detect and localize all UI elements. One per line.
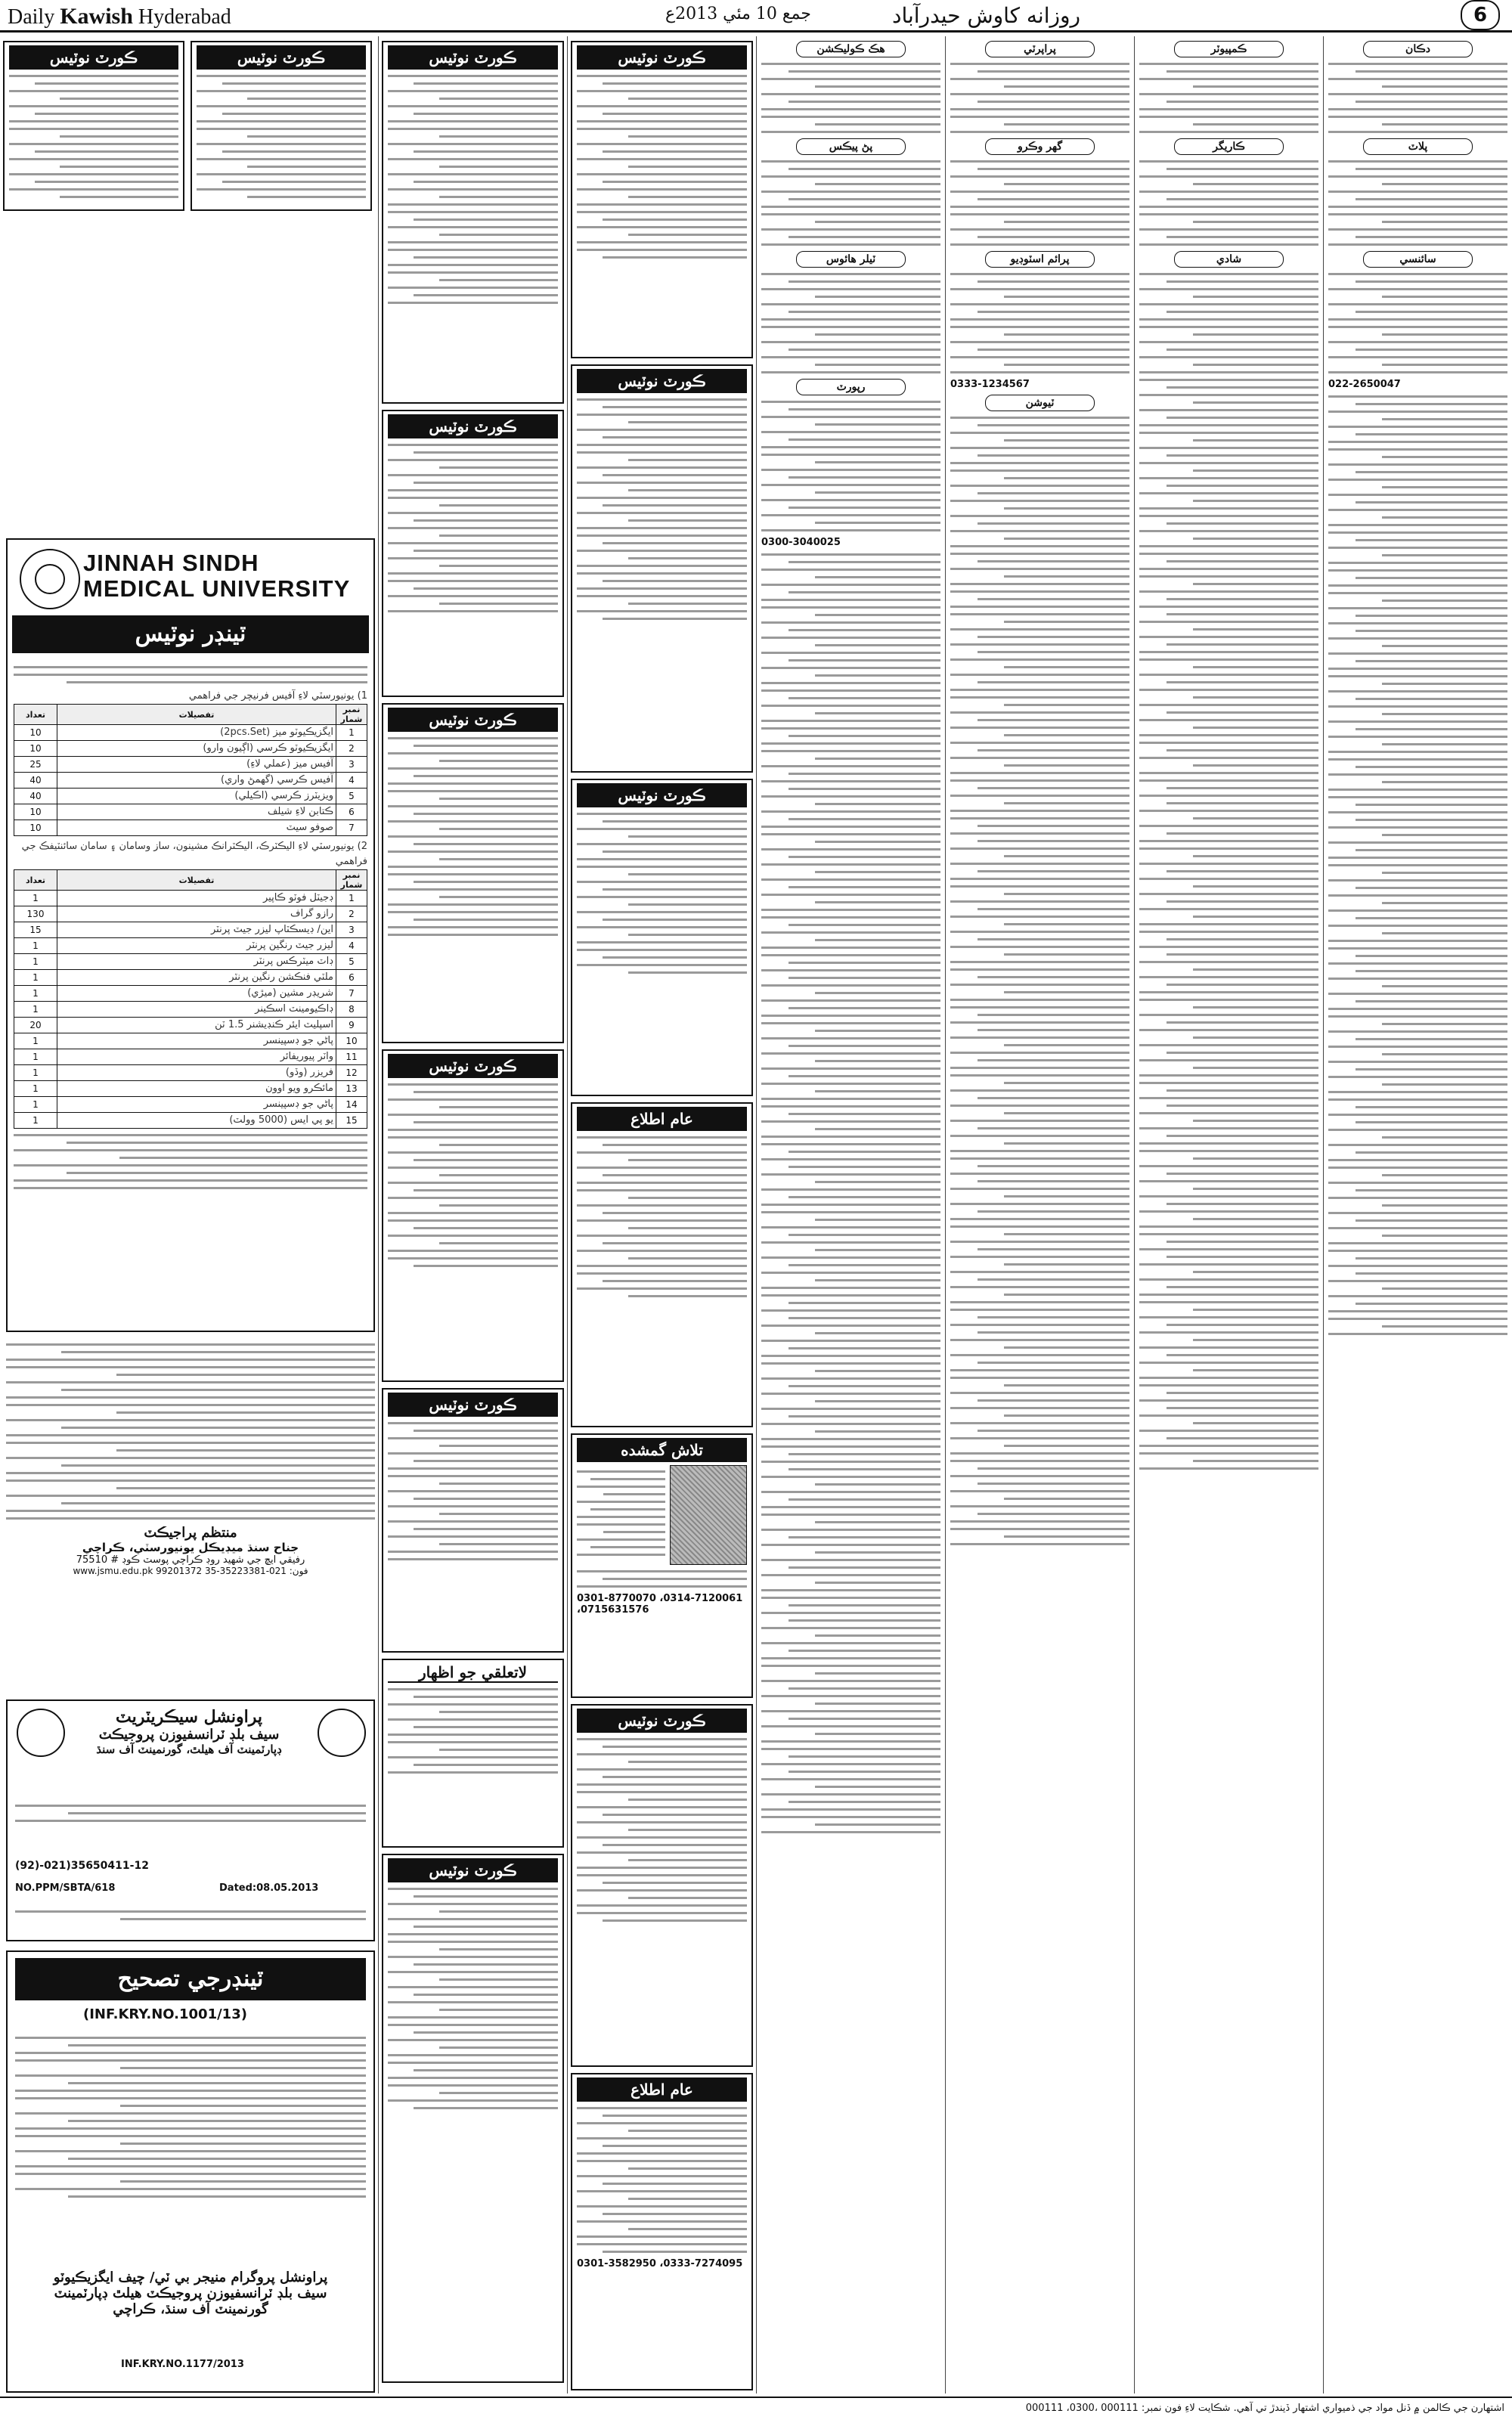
- table-row: 1 فريزر (وڏو) 12: [14, 1065, 367, 1081]
- category-heading: رپورٽ: [796, 379, 905, 395]
- masthead-date: جمع 10 مئي 2013ع: [665, 5, 811, 23]
- jsmu-footer-org: جناح سنڌ ميڊيڪل يونيورسٽي، ڪراچي: [82, 1541, 299, 1554]
- court-notice: ڪورٽ نوٽيس: [382, 1854, 564, 2383]
- disclaimer-notice: لاتعلقي جو اظهار: [382, 1659, 564, 1848]
- tender-corrigendum: [6, 1950, 375, 2393]
- table-row: 1 پاڻي جو ڊسپينسر 14: [14, 1097, 367, 1113]
- page-footer: [0, 2397, 1512, 2426]
- jsmu-tender-notice: [6, 538, 375, 1332]
- table-row: 25 آفيس ميز (عملي لاءِ) 3: [14, 757, 367, 773]
- contact-phones: 0301-3582950 ،0333-7274095: [577, 2258, 743, 2270]
- court-notice: [191, 41, 372, 211]
- table-row: 40 ويزيٽرز ڪرسي (اڪيلي) 5: [14, 789, 367, 804]
- furniture-table: [14, 704, 367, 836]
- category-heading: پراپرٽي: [985, 41, 1094, 57]
- table-row: 10 ايگزيڪيوٽو ميز (2pcs.Set) 1: [14, 725, 367, 741]
- jsmu-tender-conditions: [6, 1338, 375, 1693]
- category-heading: ڪمپيوٽر: [1174, 41, 1283, 57]
- category-heading: دڪان: [1363, 41, 1472, 57]
- masthead-english-title: Daily Kawish Hyderabad: [8, 4, 231, 29]
- table-row: 1 ڊاٽ ميٽرڪس پرنٽر 5: [14, 954, 367, 970]
- table-row: 1 پاڻي جو ڊسپينسر 10: [14, 1033, 367, 1049]
- blood-drop-icon: [318, 1709, 366, 1757]
- tender-body: [14, 661, 367, 1194]
- column-court-notices-3: [567, 36, 756, 2393]
- table-row: 1 ملٽي فنڪشن رنگين پرنٽر 6: [14, 970, 367, 986]
- equipment-table: [14, 869, 367, 1129]
- category-heading: پلاٽ: [1363, 138, 1472, 155]
- classified-column-1: [756, 36, 945, 2393]
- table-row: 10 صوفو سيٽ 7: [14, 820, 367, 836]
- contact-phone: 0333-1234567: [950, 379, 1030, 390]
- table-row: 1 يو پي ايس (5000 وولٽ) 15: [14, 1113, 367, 1129]
- notice-date: Dated:08.05.2013: [219, 1882, 319, 1894]
- category-heading: ٽيلر هائوس: [796, 251, 905, 268]
- missing-person-photo: [670, 1465, 747, 1565]
- court-notice: ڪورٽ نوٽيس: [382, 41, 564, 404]
- category-heading: پرائم اسٽوڊيو: [985, 251, 1094, 268]
- table-row: 10 ايگزيڪيوٽو ڪرسي (اڳيون وارو) 2: [14, 741, 367, 757]
- court-notice: ڪورٽ نوٽيس: [571, 1704, 753, 2067]
- notice-heading: ڪورٽ نوٽيس: [9, 45, 178, 70]
- table-row: 1 ڊاڪيومينٽ اسڪينر 8: [14, 1002, 367, 1018]
- category-heading: پڻ پيڪس: [796, 138, 905, 155]
- classified-column-3: [1134, 36, 1323, 2393]
- category-heading: ڪاريگر: [1174, 138, 1283, 155]
- category-heading: گهر وڪرو: [985, 138, 1094, 155]
- table-row: 130 رازو گراف 2: [14, 906, 367, 922]
- court-notice: ڪورٽ نوٽيس: [382, 1049, 564, 1382]
- court-notice: ڪورٽ نوٽيس: [382, 703, 564, 1043]
- corrigendum-issuer: پراونشل پروگرام منيجر بي ٽي/ چيف ايگزيڪيوٽو سيف بلڊ ٽرانسفيوزن پروجيڪٽ هيلٿ ڊپارٽمينٽ گورنمينٽ آف سنڌ، ڪراچي: [53, 2270, 328, 2317]
- masthead: [0, 0, 1512, 33]
- table-row: 1 ليزر جيٽ رنگين پرنٽر 4: [14, 938, 367, 954]
- category-heading: ٽيوشن: [985, 395, 1094, 411]
- table-row: 1 واٽر پيوريفائر 11: [14, 1049, 367, 1065]
- classified-column-2: [945, 36, 1134, 2393]
- table-row: 15 اين/ ڊيسڪٽاپ ليزر جيٽ پرنٽر 3: [14, 922, 367, 938]
- footer-disclaimer: اشتهارن جي ڪالمن ۾ ڏنل مواد جي ذميواري اشتهار ڏيندڙ تي آهي. شڪايت لاءِ فون نمبر: 000111 ،0300، 000111: [1025, 2403, 1504, 2414]
- public-notice: عام اطلاع: [571, 1102, 753, 1427]
- corrigendum-banner: ٽينڊرجي تصحيح: [15, 1958, 366, 2000]
- government-seal-icon: [17, 1709, 65, 1757]
- contact-phone: 022-2650047: [1328, 379, 1401, 390]
- table-row: 1 ڊجيٽل فوٽو ڪاپير 1: [14, 891, 367, 906]
- column-court-notices-2: [378, 36, 567, 2393]
- provincial-secretariat-notice: [6, 1699, 375, 1941]
- court-notice: ڪورٽ نوٽيس: [571, 41, 753, 358]
- court-notice: ڪورٽ نوٽيس: [571, 779, 753, 1096]
- contact-phones: 0301-8770070 ،0314-7120061 ،0715631576: [577, 1593, 743, 1616]
- notice-heading: ڪورٽ نوٽيس: [197, 45, 366, 70]
- section-1-heading: 1) يونيورسٽي لاءِ آفيس فرنيچر جي فراهمي: [188, 690, 367, 702]
- court-notice: ڪورٽ نوٽيس: [571, 364, 753, 773]
- table-row: 1 شريڊر مشين (ميڙي) 7: [14, 986, 367, 1002]
- contact-phone: 0300-3040025: [761, 537, 841, 548]
- reference-number: NO.PPM/SBTA/618: [15, 1882, 116, 1894]
- table-header-row: تعداد تفصيلات نمبر شمار: [14, 705, 367, 725]
- tender-notice-banner: ٽينڊر نوٽيس: [12, 615, 369, 653]
- category-heading: شادي: [1174, 251, 1283, 268]
- category-heading: هڪ ڪوليڪشن: [796, 41, 905, 57]
- inf-number-2: INF.KRY.NO.1177/2013: [121, 2359, 244, 2370]
- university-name: JINNAH SINDH MEDICAL UNIVERSITY: [83, 550, 351, 602]
- category-heading: سائنسي: [1363, 251, 1472, 268]
- section-2-heading: 2) يونيورسٽي لاءِ اليڪٽرڪ، اليڪٽرانڪ مشينون، ساز وسامان ۽ سامان سائنٽيفڪ جي فراهمي: [21, 841, 367, 867]
- jsmu-footer-website[interactable]: www.jsmu.edu.pk 99201372 فون: 021-35223381-35: [73, 1566, 308, 1576]
- missing-person-notice: تلاش گمشده 0301-8770070 ،0314-7120061 ،0715631576: [571, 1433, 753, 1698]
- table-row: 20 اسپليٽ ايئر ڪنڊيشنر 1.5 ٽن 9: [14, 1018, 367, 1033]
- court-notice: ڪورٽ نوٽيس: [382, 1388, 564, 1653]
- public-notice: عام اطلاع 0301-3582950 ،0333-7274095: [571, 2073, 753, 2390]
- table-row: 10 ڪتابن لاءِ شيلف 6: [14, 804, 367, 820]
- table-row: 40 آفيس ڪرسي (گھمڻ واري) 4: [14, 773, 367, 789]
- court-notice: ڪورٽ نوٽيس: [382, 410, 564, 697]
- phone-number: (92)-021)35650411-12: [15, 1860, 149, 1872]
- notice-title: پراونشل سيڪريٽريٽ سيف بلڊ ٽرانسفيوزن پروجيڪٽ ڊپارٽمينٽ آف هيلٿ، گورنمينٽ آف سنڌ: [96, 1707, 282, 1756]
- masthead-urdu-title: روزانه كاوش حيدرآباد: [892, 3, 1081, 28]
- university-seal-icon: [20, 549, 80, 609]
- table-row: 1 مائڪرو ويو اوون 13: [14, 1081, 367, 1097]
- table-header-row: تعداد تفصيلات نمبر شمار: [14, 870, 367, 891]
- court-notice: [3, 41, 184, 211]
- classified-column-4: [1323, 36, 1512, 2393]
- inf-number: (INF.KRY.NO.1001/13): [83, 2006, 247, 2022]
- jsmu-footer-title: منتظم پراجيڪٽ: [144, 1525, 237, 1541]
- page-number: 6: [1461, 0, 1500, 30]
- jsmu-footer-address: رفيقي ايڇ جي شهيد روڊ ڪراچي پوسٽ ڪوڊ # 75510: [76, 1554, 305, 1566]
